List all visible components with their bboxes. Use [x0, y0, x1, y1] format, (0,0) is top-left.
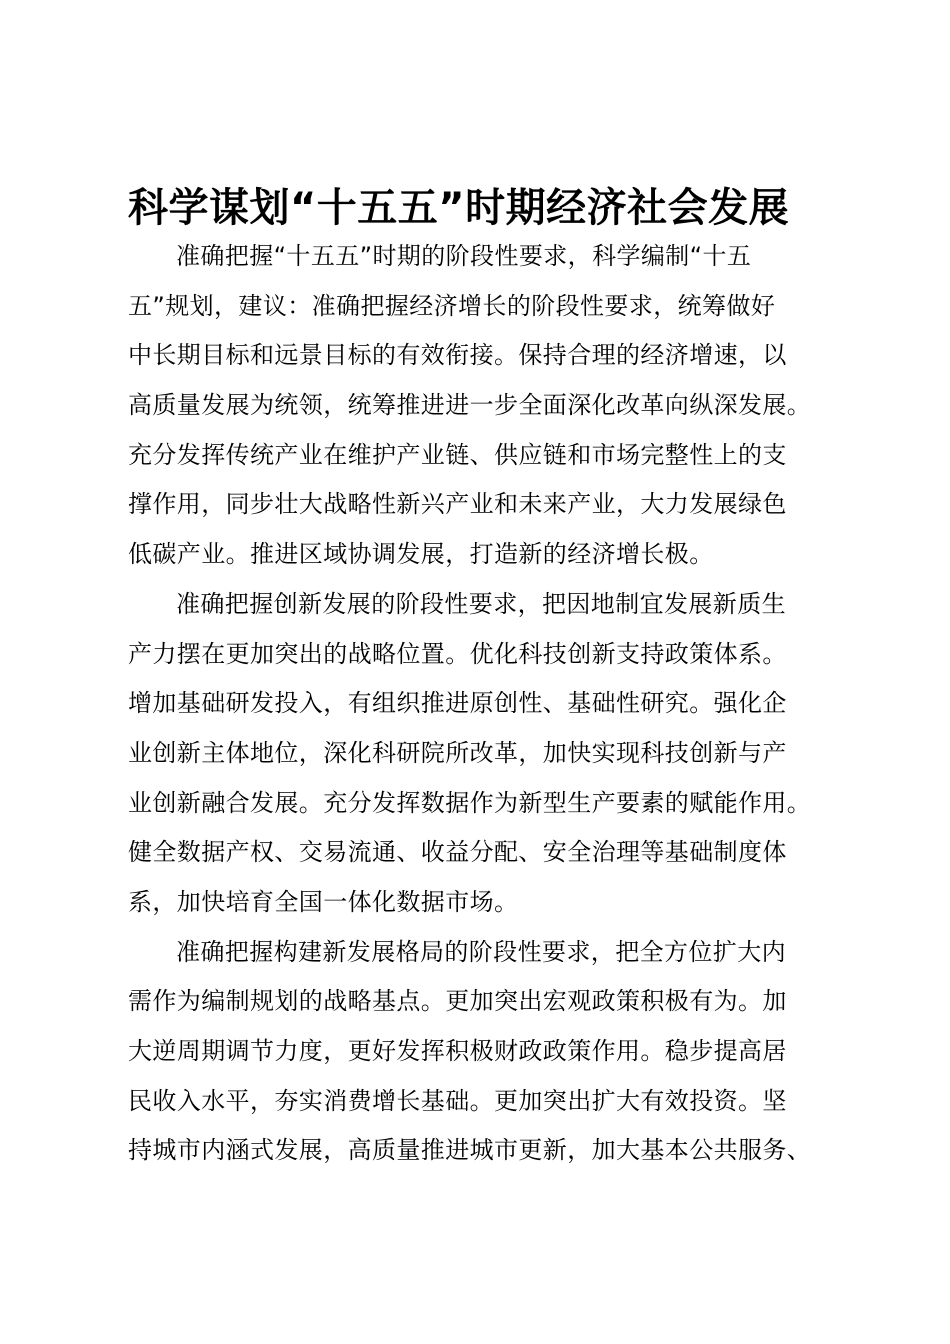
paragraph-3-line-4: 民收入水平，夯实消费增长基础。更加突出扩大有效投资。坚	[128, 1086, 787, 1115]
paragraph-2-line-5: 业创新融合发展。充分发挥数据作为新型生产要素的赋能作用。	[128, 788, 812, 817]
paragraph-2-line-7: 系，加快培育全国一体化数据市场。	[128, 887, 519, 916]
paragraph-3-line-2: 需作为编制规划的战略基点。更加突出宏观政策积极有为。加	[128, 987, 787, 1016]
paragraph-2-line-1: 准确把握创新发展的阶段性要求，把因地制宜发展新质生	[176, 589, 786, 618]
paragraph-1-line-6: 撑作用，同步壮大战略性新兴产业和未来产业，大力发展绿色	[128, 490, 787, 519]
paragraph-1-line-3: 中长期目标和远景目标的有效衔接。保持合理的经济增速，以	[128, 341, 787, 370]
paragraph-1-line-7: 低碳产业。推进区域协调发展，打造新的经济增长极。	[128, 540, 714, 569]
paragraph-1-line-1: 准确把握“十五五”时期的阶段性要求，科学编制“十五	[176, 242, 752, 270]
paragraph-2-line-2: 产力摆在更加突出的战略位置。优化科技创新支持政策体系。	[128, 639, 787, 668]
document-title: 科学谋划“十五五”时期经济社会发展	[128, 185, 790, 231]
paragraph-2-line-3: 增加基础研发投入，有组织推进原创性、基础性研究。强化企	[128, 689, 787, 718]
paragraph-1-line-4: 高质量发展为统领，统筹推进进一步全面深化改革向纵深发展。	[128, 391, 812, 420]
paragraph-1-line-2: 五”规划，建议：准确把握经济增长的阶段性要求，统筹做好	[128, 291, 776, 320]
document-body	[128, 232, 838, 1176]
paragraph-1-line-5: 充分发挥传统产业在维护产业链、供应链和市场完整性上的支	[128, 440, 787, 469]
paragraph-2-line-4: 业创新主体地位，深化科研院所改革，加快实现科技创新与产	[128, 738, 787, 767]
paragraph-3-line-1: 准确把握构建新发展格局的阶段性要求，把全方位扩大内	[176, 937, 786, 966]
paragraph-3-line-3: 大逆周期调节力度，更好发挥积极财政政策作用。稳步提高居	[128, 1037, 787, 1065]
paragraph-2-line-6: 健全数据产权、交易流通、收益分配、安全治理等基础制度体	[128, 838, 787, 867]
paragraph-3-line-5: 持城市内涵式发展，高质量推进城市更新，加大基本公共服务、	[128, 1136, 812, 1165]
